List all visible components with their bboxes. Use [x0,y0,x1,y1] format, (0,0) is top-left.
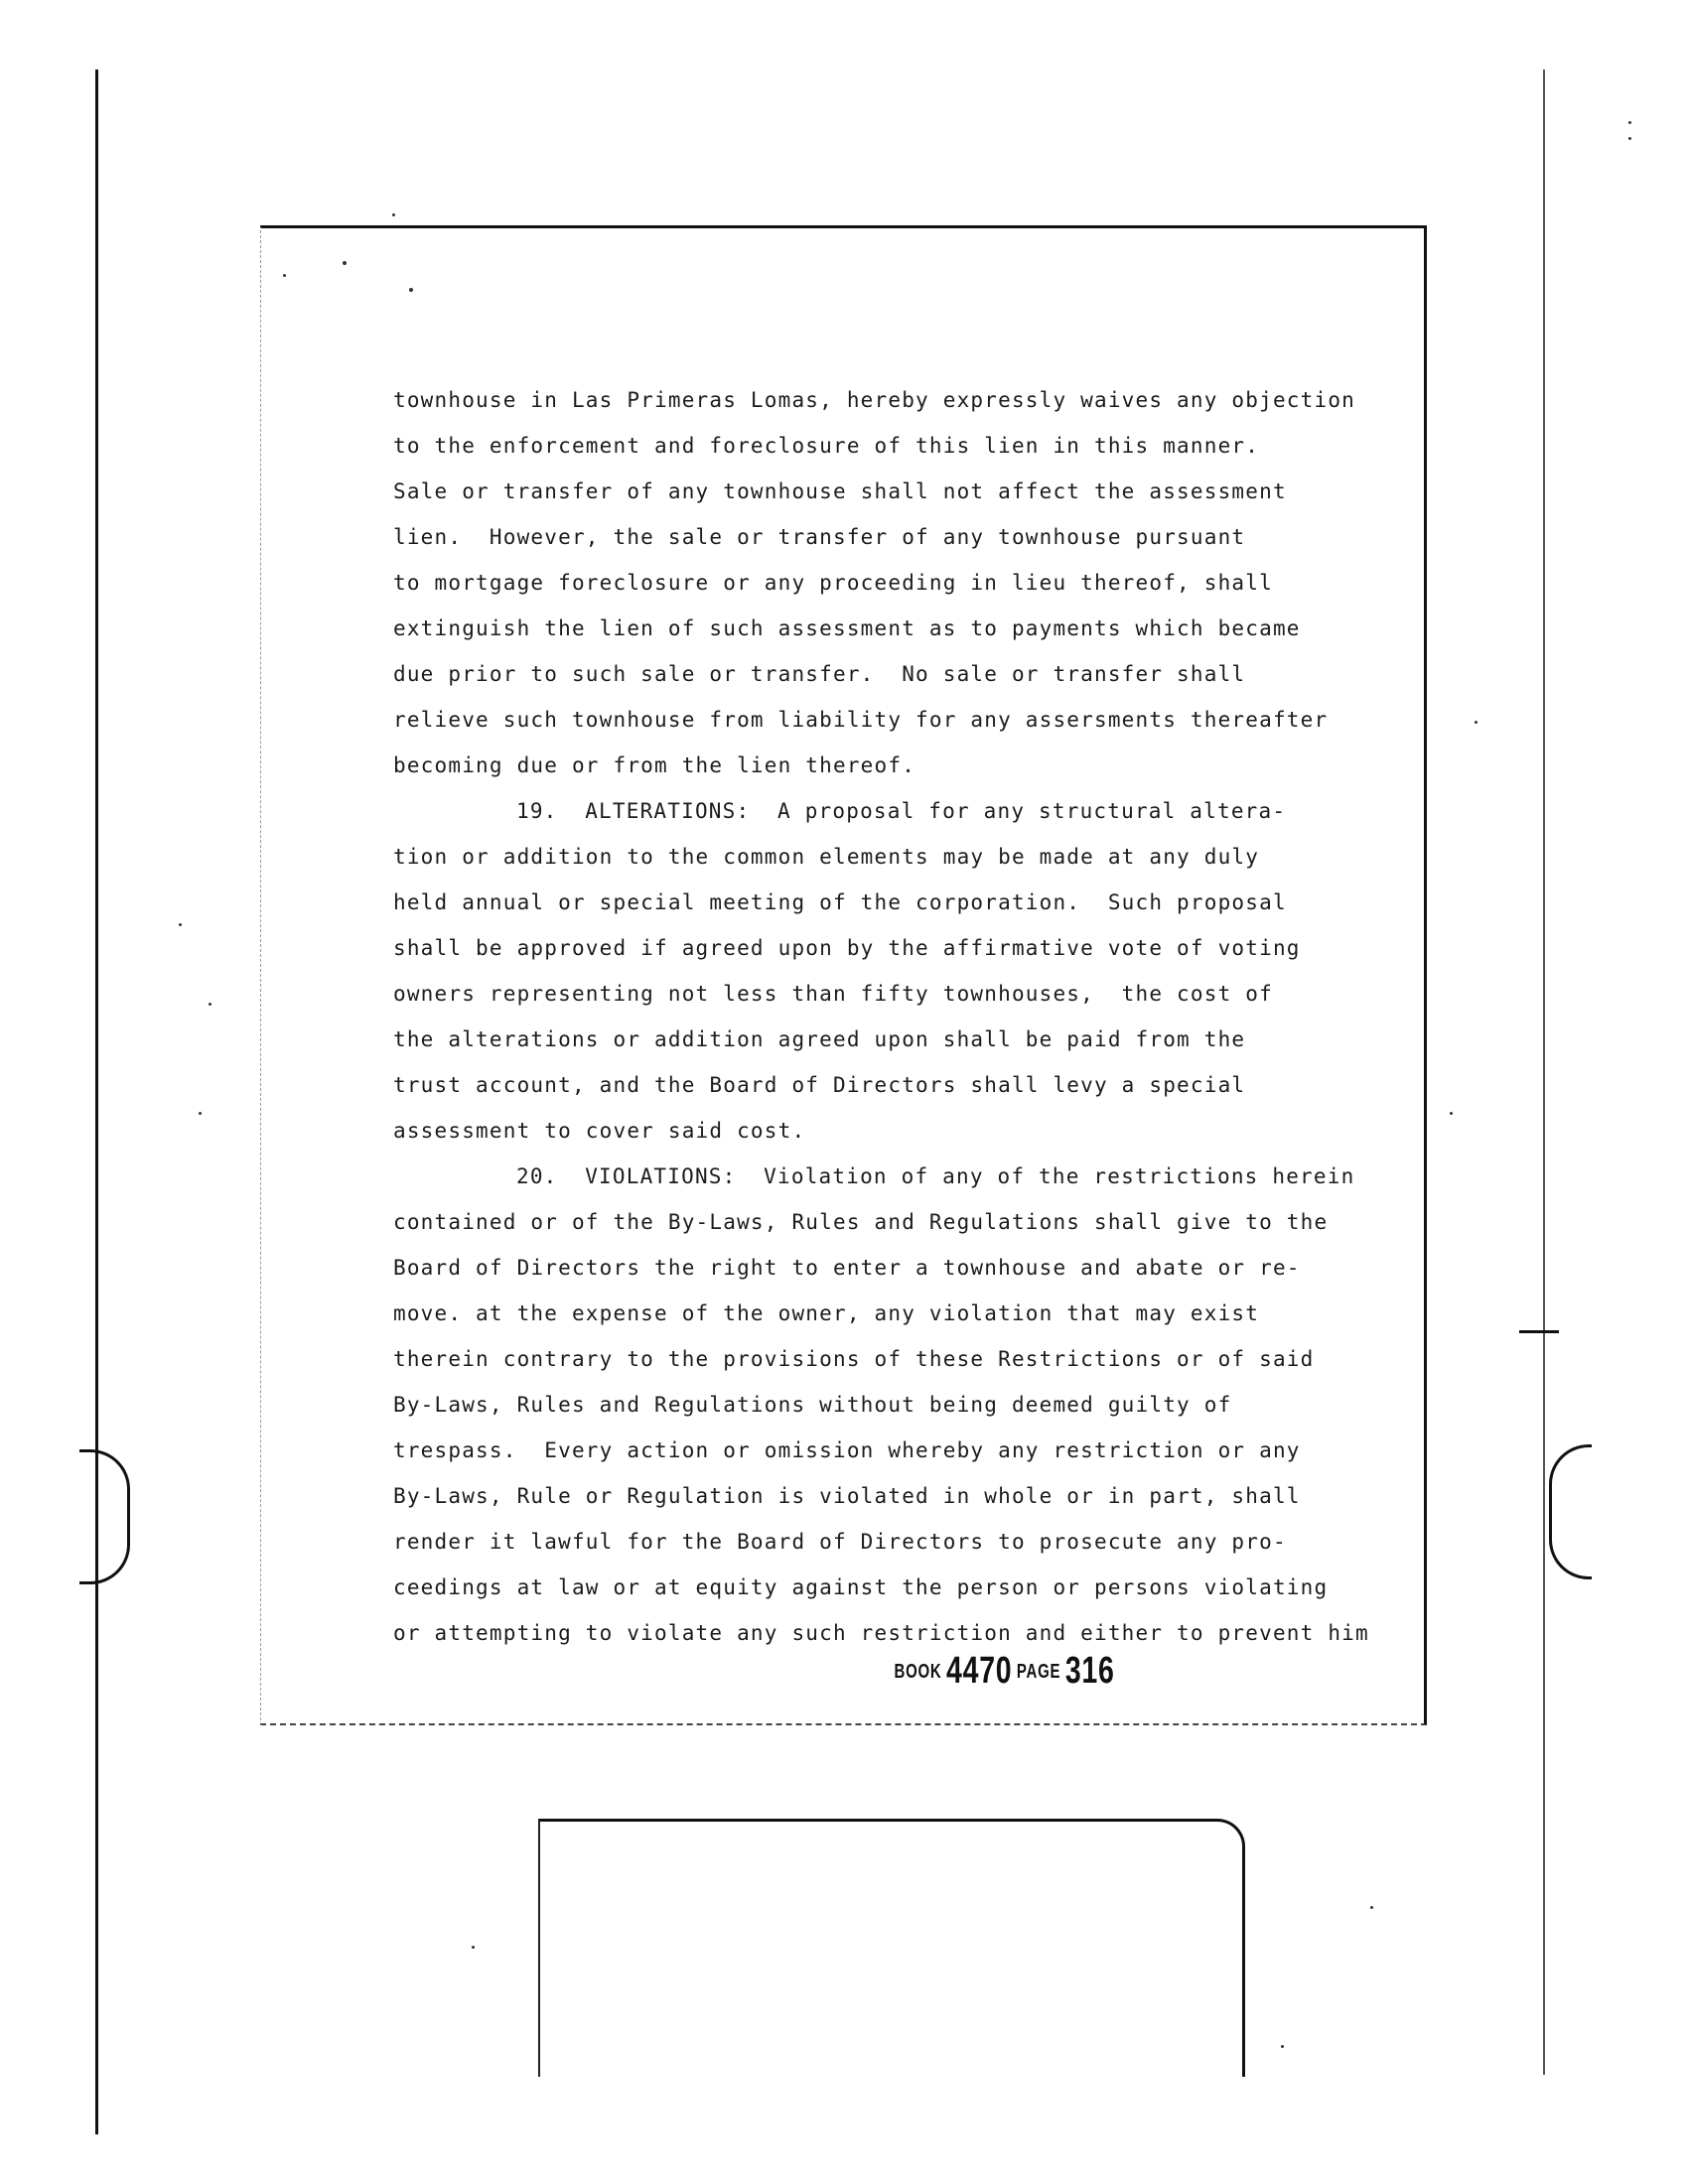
scan-speck [199,1112,202,1115]
scan-speck [179,923,182,926]
document-line: By-Laws, Rule or Regulation is violated in whole or in part, shall [393,1484,1301,1508]
scan-speck [283,274,286,277]
document-line: trespass. Every action or omission whereby any restriction or any [393,1438,1301,1462]
scan-left-bracket [79,1449,130,1584]
scan-speck [472,1946,475,1949]
document-line: move. at the expense of the owner, any violation that may exist [393,1301,1260,1325]
document-line: assessment to cover said cost. [393,1119,806,1143]
document-line: to the enforcement and foreclosure of this lien in this manner. [393,434,1260,458]
recording-stamp [890,1650,1115,1693]
document-line: or attempting to violate any such restriction and either to prevent him [393,1621,1369,1645]
document-line: render it lawful for the Board of Directors to prosecute any pro- [393,1530,1287,1554]
scan-right-edge-line [1543,69,1545,2075]
scan-speck [409,288,413,292]
section-heading-line: 20. VIOLATIONS: Violation of any of the restrictions herein [516,1164,1355,1188]
document-line: trust account, and the Board of Directors shall levy a special [393,1073,1246,1097]
stamp-book-number: 4470 [946,1650,1013,1692]
document-line: the alterations or addition agreed upon shall be paid from the [393,1027,1246,1051]
document-line: Sale or transfer of any townhouse shall not affect the assessment [393,479,1287,503]
document-line: extinguish the lien of such assessment as to payments which became [393,616,1301,640]
lower-sheet-frame [538,1819,1245,2077]
section-heading-line: 19. ALTERATIONS: A proposal for any structural altera- [516,799,1287,823]
document-body [393,377,1376,1656]
scan-speck [1628,121,1631,124]
scan-right-tick [1519,1330,1559,1333]
document-line: lien. However, the sale or transfer of any townhouse pursuant [393,525,1246,549]
scan-right-bracket [1549,1444,1592,1579]
document-line: therein contrary to the provisions of these Restrictions or of said [393,1347,1315,1371]
document-line: shall be approved if agreed upon by the affirmative vote of voting [393,936,1301,960]
document-line: tion or addition to the common elements may be made at any duly [393,845,1260,869]
document-line: townhouse in Las Primeras Lomas, hereby expressly waives any objection [393,388,1356,412]
document-line: relieve such townhouse from liability for any assersments thereafter [393,708,1329,732]
scan-speck [392,213,395,216]
document-line: held annual or special meeting of the corporation. Such proposal [393,890,1287,914]
document-line: due prior to such sale or transfer. No sale or transfer shall [393,662,1246,686]
document-line: contained or of the By-Laws, Rules and Regulations shall give to the [393,1210,1329,1234]
document-line: Board of Directors the right to enter a townhouse and abate or re- [393,1256,1301,1280]
document-line: ceedings at law or at equity against the person or persons violating [393,1575,1329,1599]
scan-left-edge-line [95,69,98,2134]
document-line: owners representing not less than fifty townhouses, the cost of [393,982,1273,1006]
document-line: By-Laws, Rules and Regulations without being deemed guilty of [393,1393,1232,1417]
stamp-page-label: PAGE [1016,1661,1061,1684]
scan-speck [209,1003,211,1006]
stamp-book-label: BOOK [894,1661,942,1684]
scan-speck [1628,137,1631,140]
scan-speck [343,261,347,265]
stamp-page-number: 316 [1064,1650,1115,1692]
scan-speck [1450,1112,1453,1115]
scan-speck [1475,721,1477,724]
scan-speck [1281,2045,1284,2048]
scan-speck [1370,1906,1373,1909]
document-line: to mortgage foreclosure or any proceeding in lieu thereof, shall [393,571,1273,595]
document-line: becoming due or from the lien thereof. [393,753,916,777]
